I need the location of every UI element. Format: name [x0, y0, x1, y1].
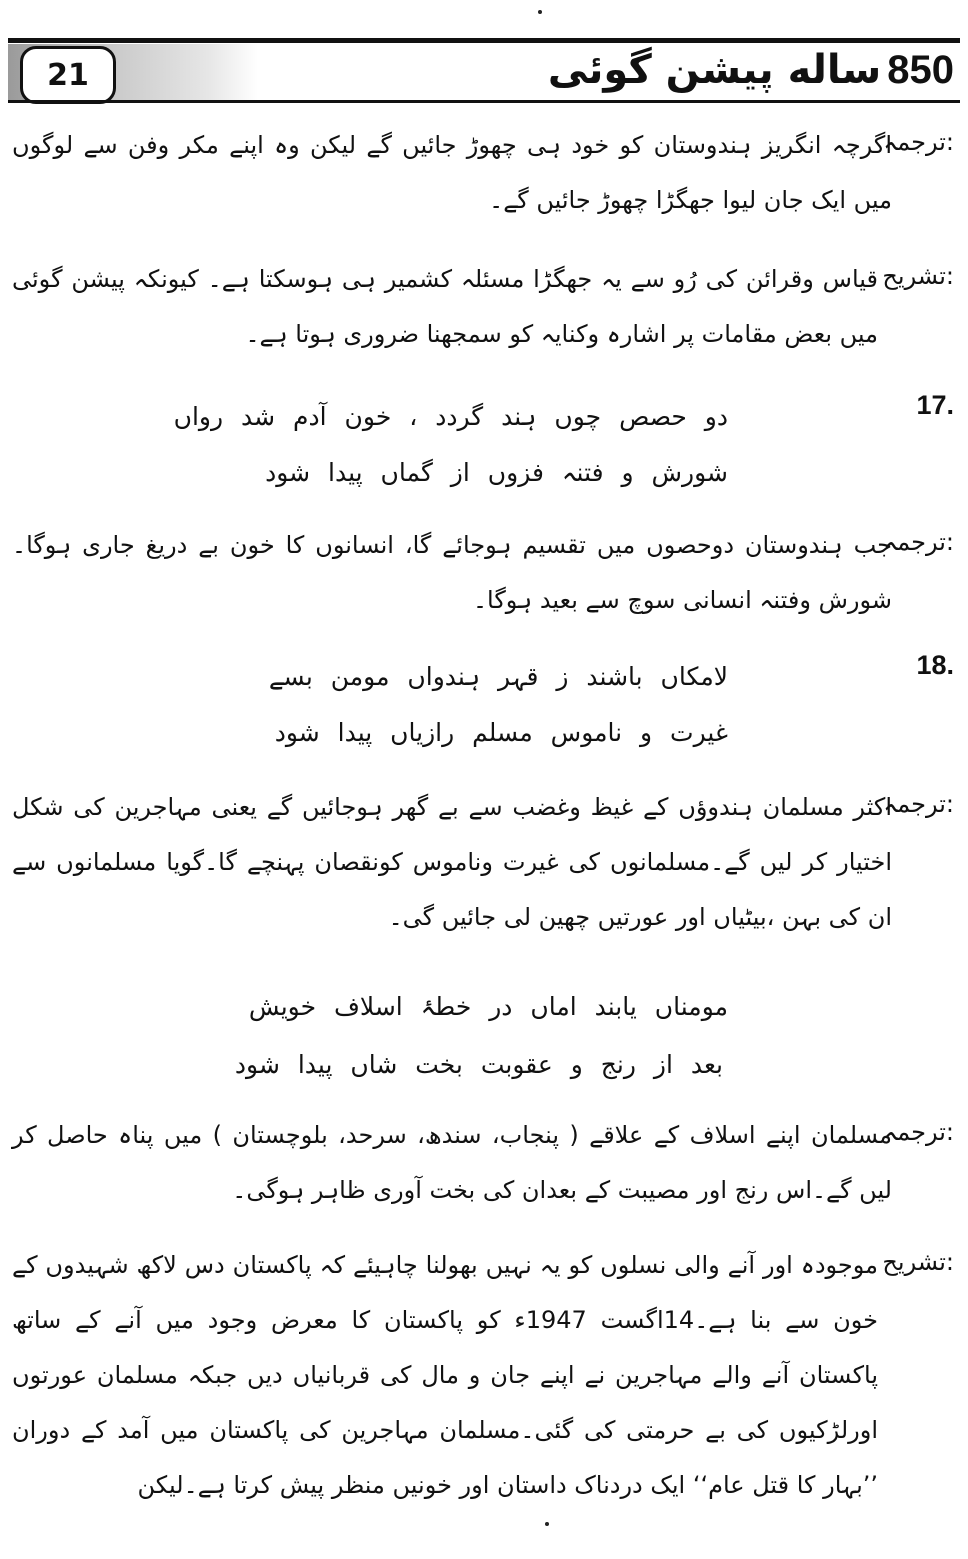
page-number: 21 — [20, 46, 116, 104]
translation-paragraph-2: جب ہندوستان دوحصوں میں تقسیم ہوجائے گا، انسانوں کا خون بے دریغ جاری ہوگا۔شورش وفتنہ انسانی سوچ سے بعید ہوگا۔ — [12, 531, 892, 614]
scan-speck — [545, 1522, 549, 1526]
translation-paragraph-1: اگرچہ انگریز ہندوستان کو خود ہی چھوڑ جائیں گے لیکن وہ اپنے مکر وفن سے لوگوں میں ایک جان لیوا جھگڑا چھوڑ جائیں گے۔ — [12, 131, 892, 214]
verse-17-line-2: شورش و فتنہ فزوں از گماں پیدا شود — [265, 458, 728, 487]
book-title-number: 850 — [887, 47, 954, 92]
commentary-paragraph-1: قیاس وقرائن کی رُو سے یہ جھگڑا مسئلہ کشمیر ہی ہوسکتا ہے۔ کیونکہ پیشن گوئی میں بعض مقامات پر اشارہ وکنایہ کو سمجھنا ضروری ہوتا ہے۔ — [12, 265, 878, 348]
verse-number-18: 18. — [916, 650, 954, 680]
book-title — [548, 40, 954, 100]
verse-number-17: 17. — [916, 390, 954, 420]
commentary-paragraph-2: موجودہ اور آنے والی نسلوں کو یہ نہیں بھولنا چاہیئے کہ پاکستان دس لاکھ شہیدوں کے خون سے بنا ہے۔14اگست 1947ء کو پاکستان کا معرض وجود میں آنے کے ساتھ پاکستان آنے والے مہاجرین نے اپنے جان و مال کی قربانیاں دیں جبکہ مسلمان عورتوں اورلڑکیوں کی بے حرمتی کی گئی۔مسلمان مہاجرین کی پاکستان میں آمد کے دوران ’’بہار کا قتل عام‘‘ ایک دردناک داستان اور خونیں منظر پیش کرتا ہے۔لیکن — [12, 1251, 879, 1499]
page-header — [8, 34, 960, 108]
header-rule-bottom — [8, 100, 960, 103]
translation-label: ترجمہ: — [883, 128, 954, 156]
translation-paragraph-4: مسلمان اپنے اسلاف کے علاقے ( پنجاب، سندھ، سرحد، بلوچستان ) میں پناہ حاصل کر لیں گے۔اس رنج اور مصیبت کے بعدان کی بخت آوری ظاہر ہوگی۔ — [12, 1121, 892, 1204]
commentary-label: تشریح: — [882, 262, 954, 290]
verse-17-line-1: دو حصص چوں ہند گردد ، خون آدم شد رواں — [173, 402, 728, 431]
translation-label: ترجمہ: — [883, 790, 954, 818]
translation-paragraph-3: اکثر مسلمان ہندوؤں کے غیظ وغضب سے بے گھر ہوجائیں گے یعنی مہاجرین کی شکل اختیار کر لیں گے۔مسلمانوں کی غیرت وناموس کونقصان پہنچے گا۔گویا مسلمانوں سے ان کی بہن ،بیٹیاں اور عورتیں چھین لی جائیں گی۔ — [12, 793, 892, 931]
verse-18-line-1: لامکاں باشند ز قہر ہندواں مومن بسے — [268, 662, 728, 691]
translation-label: ترجمہ: — [883, 1118, 954, 1146]
verse-19-line-2: بعد از رنج و عقوبت بخت شاں پیدا شود — [234, 1050, 723, 1079]
scan-speck — [538, 10, 542, 14]
book-title-text: ساله پیشن گوئی — [547, 47, 882, 93]
verse-18-line-2: غیرت و ناموس مسلم رازیاں پیدا شود — [274, 718, 728, 747]
verse-19-line-1: مومناں یابند اماں در خطۂ اسلاف خویش — [248, 992, 728, 1021]
translation-label: ترجمہ: — [883, 528, 954, 556]
commentary-label: تشریح: — [882, 1248, 954, 1276]
